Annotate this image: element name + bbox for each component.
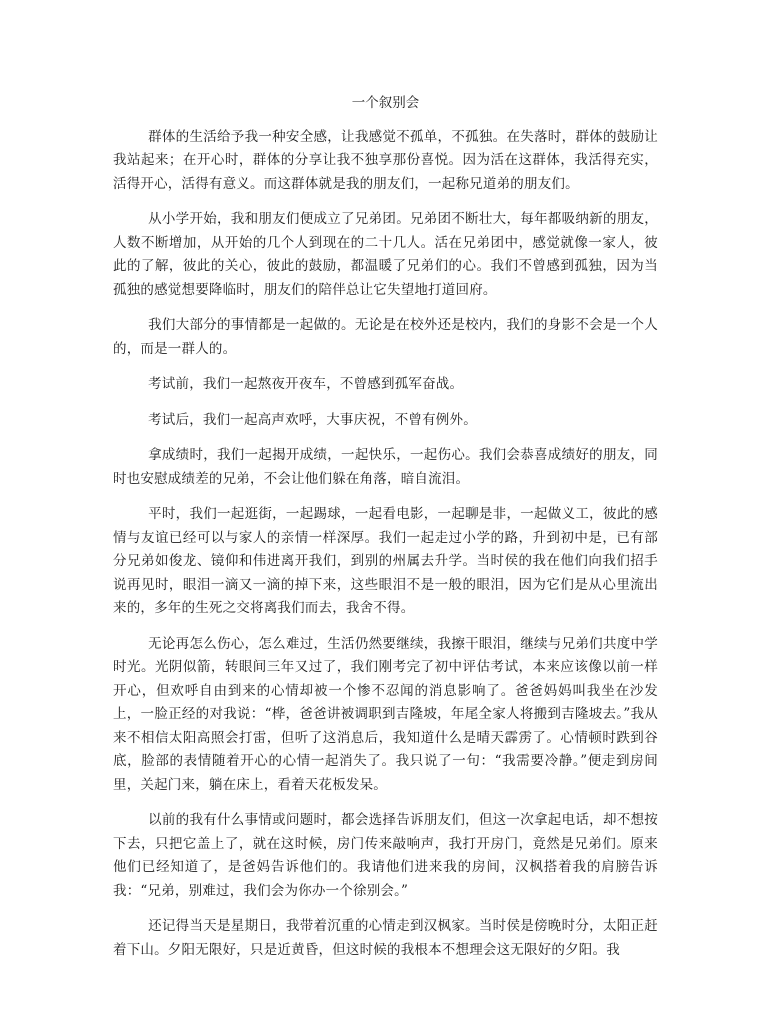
paragraph: 无论再怎么伤心，怎么难过，生活仍然要继续，我擦干眼泪，继续与兄弟们共度中学时光。光阴似箭，转眼间三年又过了，我们刚考完了初中评估考试，本来应该像以前一样开心，但欢呼自由到来的心情却被一个惨不忍闻的消息影响了。爸爸妈妈叫我坐在沙发上，一脸正经的对我说：“桦，爸爸讲被调职到吉隆坡，年尾全家人将搬到吉隆坡去。”我从来不相信太阳高照会打雷，但听了这消息后，我知道什么是晴天霹雳了。心情顿时跌到谷底，脸部的表情随着开心的心情一起消失了。我只说了一句：“我需要冷静。”便走到房间里，关起门来，躺在床上，看着天花板发呆。: [113, 635, 658, 793]
paragraph: 还记得当天是星期日，我带着沉重的心情走到汉枫家。当时侯是傍晚时分，太阳正赶着下山。夕阳无限好，只是近黄昏，但这时候的我根本不想理会这无限好的夕阳。我: [113, 918, 658, 958]
document-title: 一个叙别会: [351, 95, 420, 111]
paragraph: 群体的生活给予我一种安全感，让我感觉不孤单，不孤独。在失落时，群体的鼓励让我站起来；在开心时，群体的分享让我不独享那份喜悦。因为活在这群体，我活得充实，活得开心，活得有意义。而这群体就是我的朋友们，一起称兄道弟的朋友们。: [113, 128, 658, 192]
paragraph: 我们大部分的事情都是一起做的。无论是在校外还是校内，我们的身影不会是一个人的，而是一群人的。: [113, 317, 658, 357]
paragraph: 考试后，我们一起高声欢呼，大事庆祝，不曾有例外。: [148, 411, 477, 428]
paragraph: 从小学开始，我和朋友们便成立了兄弟团。兄弟团不断壮大，每年都吸纳新的朋友，人数不断增加，从开始的几个人到现在的二十几人。活在兄弟团中，感觉就像一家人，彼此的了解，彼此的关心，彼此的鼓励，都温暖了兄弟们的心。我们不曾感到孤独，因为当孤独的感觉想要降临时，朋友们的陪伴总让它失望地打道回府。: [113, 211, 658, 298]
document-page: [113, 92, 658, 974]
paragraph: 平时，我们一起逛街，一起踢球，一起看电影，一起聊是非，一起做义工，彼此的感情与友谊已经可以与家人的亲情一样深厚。我们一起走过小学的路，升到初中是，已有部分兄弟如俊龙、镜仰和伟进离开我们，到别的州属去升学。当时侯的我在他们向我们招手说再见时，眼泪一滴又一滴的掉下来，这些眼泪不是一般的眼泪，因为它们是从心里流出来的，多年的生死之交将离我们而去，我舍不得。: [113, 506, 658, 616]
paragraph: 拿成绩时，我们一起揭开成绩，一起快乐，一起伤心。我们会恭喜成绩好的朋友，同时也安慰成绩差的兄弟，不会让他们躲在角落，暗自流泪。: [113, 447, 658, 487]
paragraph: 考试前，我们一起熬夜开夜车，不曾感到孤军奋战。: [148, 376, 464, 392]
paragraph: 以前的我有什么事情或问题时，都会选择告诉朋友们，但这一次拿起电话，却不想按下去，只把它盖上了，就在这时候，房门传来敲响声，我打开房门，竟然是兄弟们。原来他们已经知道了，是爸妈告诉他们的。我请他们进来我的房间，汉枫搭着我的肩膀告诉我：“兄弟，别难过，我们会为你办一个徐别会。”: [113, 812, 658, 899]
